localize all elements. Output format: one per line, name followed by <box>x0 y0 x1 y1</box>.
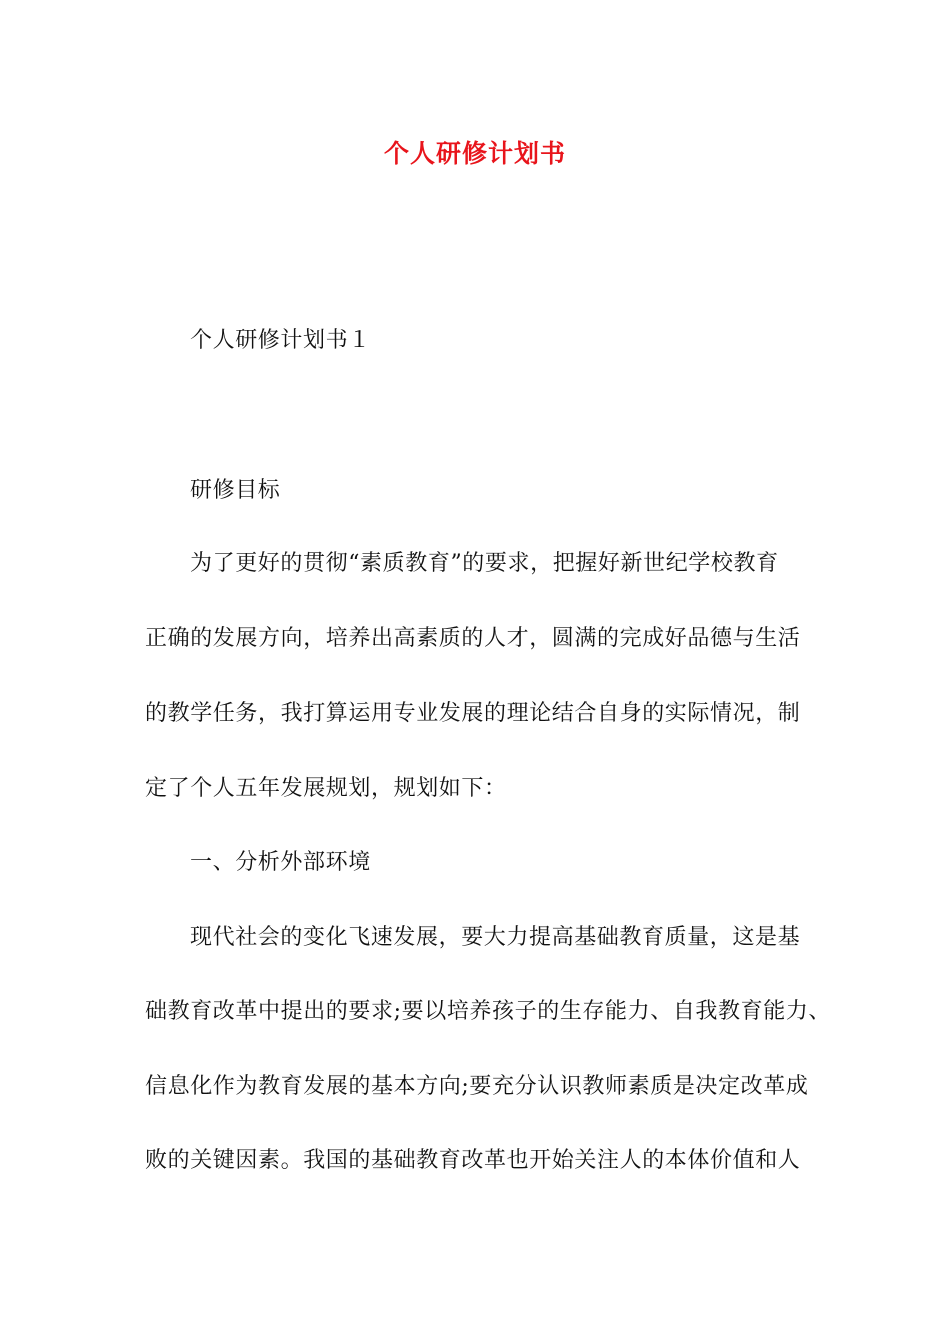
section-heading: 个人研修计划书１ <box>190 328 371 353</box>
subsection-heading: 研修目标 <box>190 478 281 503</box>
paragraph-line: 为了更好的贯彻“素质教育”的要求，把握好新世纪学校教育 <box>190 551 779 576</box>
document-title: 个人研修计划书 <box>383 139 566 168</box>
paragraph-line: 的教学任务，我打算运用专业发展的理论结合自身的实际情况，制 <box>145 701 801 726</box>
paragraph-line: 败的关键因素。我国的基础教育改革也开始关注人的本体价值和人 <box>145 1148 801 1173</box>
paragraph-line: 础教育改革中提出的要求;要以培养孩子的生存能力、自我教育能力、 <box>145 999 832 1024</box>
paragraph-line: 一、分析外部环境 <box>190 850 371 875</box>
paragraph-line: 现代社会的变化飞速发展，要大力提高基础教育质量，这是基 <box>190 925 801 950</box>
paragraph-line: 正确的发展方向，培养出高素质的人才，圆满的完成好品德与生活 <box>145 626 801 651</box>
paragraph-line: 信息化作为教育发展的基本方向;要充分认识教师素质是决定改革成 <box>145 1074 809 1099</box>
paragraph-line: 定了个人五年发展规划，规划如下： <box>145 776 507 801</box>
